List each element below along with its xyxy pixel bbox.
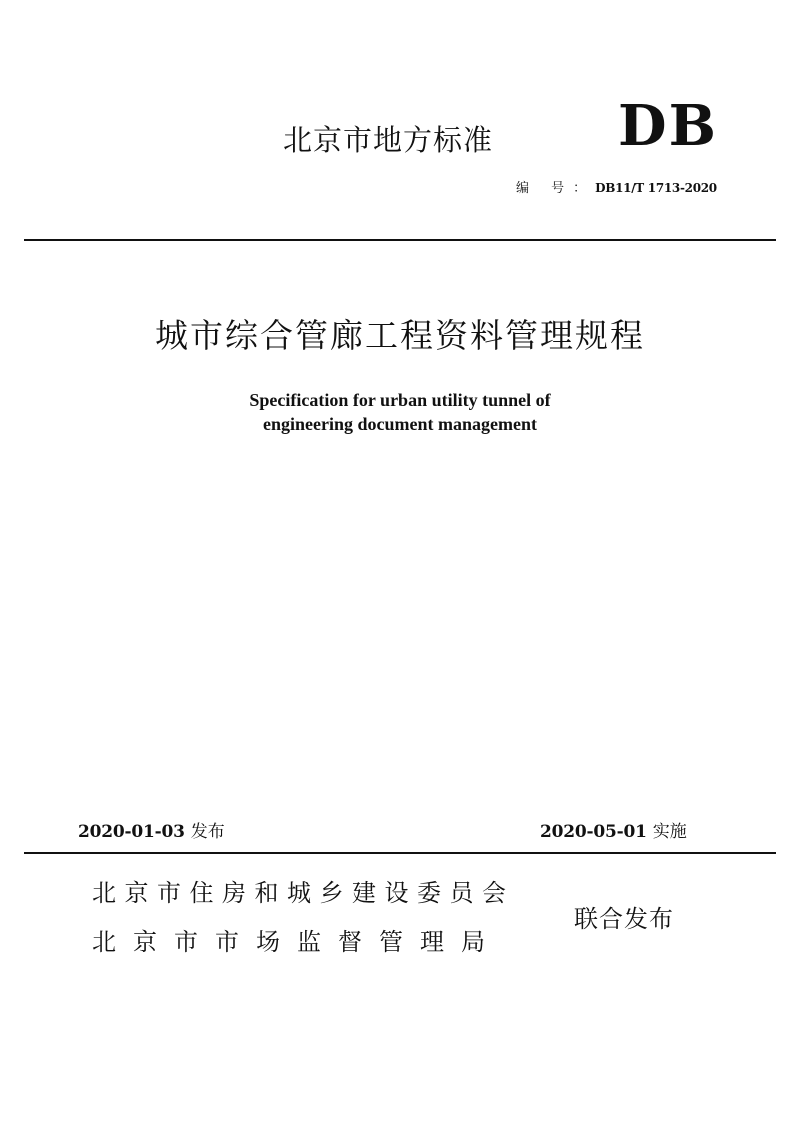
standard-number	[516, 177, 717, 196]
title-english-line1: Specification for urban utility tunnel of	[249, 390, 551, 410]
publisher-1: 北京市住房和城乡建设委员会	[92, 879, 515, 907]
issue-label: 发布	[190, 822, 225, 842]
top-divider	[24, 239, 776, 241]
implement-date-block	[540, 817, 687, 842]
title-chinese: 城市综合管廊工程资料管理规程	[155, 316, 645, 355]
implement-label: 实施	[652, 822, 687, 842]
standard-number-label: 编 号：	[516, 181, 596, 196]
publisher-2: 北京市市场监督管理局	[92, 928, 502, 956]
standard-number-value: DB11/T 1713-2020	[595, 181, 717, 195]
joint-publish-label: 联合发布	[574, 905, 674, 933]
standard-type: 北京市地方标准	[283, 123, 494, 157]
bottom-divider	[24, 852, 776, 854]
title-english	[0, 388, 800, 436]
title-english-line2: engineering document management	[263, 414, 537, 434]
implement-date: 2020-05-01	[540, 822, 647, 842]
issue-date-block	[78, 817, 225, 842]
issue-date: 2020-01-03	[78, 822, 185, 842]
db-mark: DB	[618, 93, 718, 159]
